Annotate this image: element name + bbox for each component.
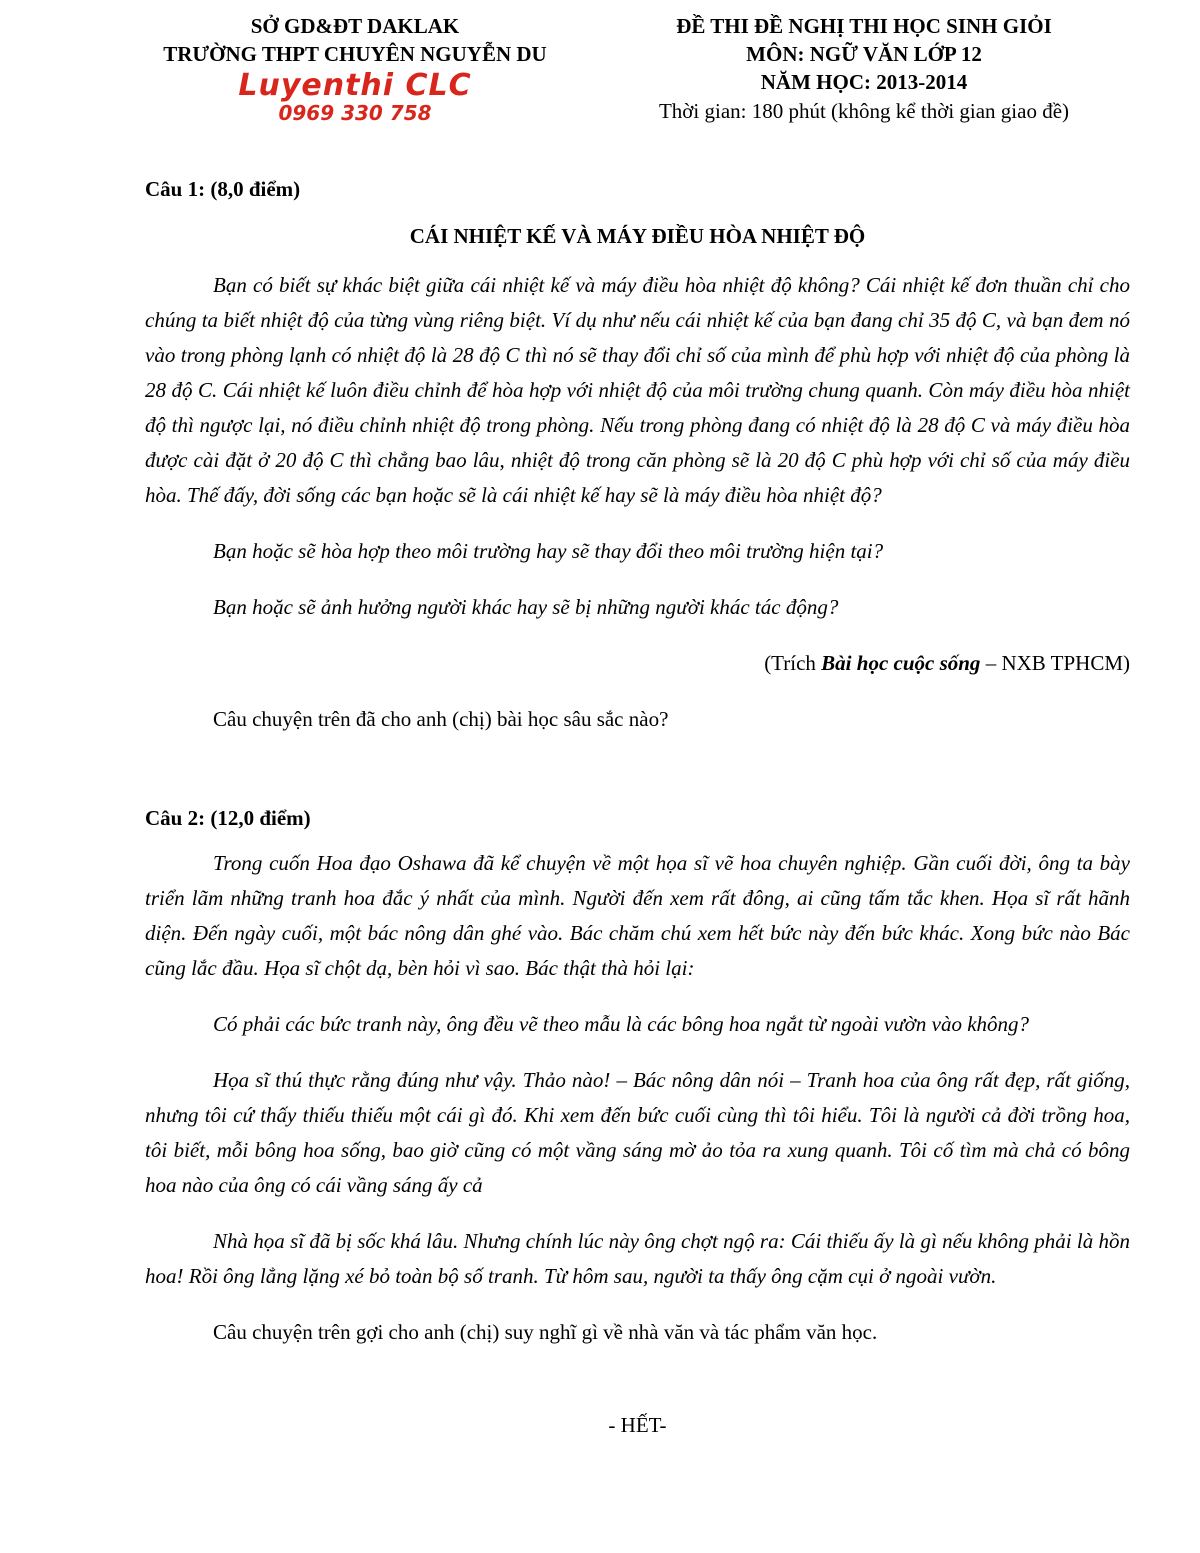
end-marker: - HẾT- [608,1413,667,1437]
document-header [0,12,1200,126]
luyenthi-clc-logo [120,70,590,124]
question-1-heading: Câu 1: (8,0 điểm) [145,177,301,201]
citation-prefix: (Trích [764,651,822,675]
exam-subject-line: MÔN: NGỮ VĂN LỚP 12 [746,42,982,66]
logo-text: Luyenthi CLC [238,68,472,103]
logo-phone-number: 0969 330 758 [278,101,432,125]
citation-suffix: – NXB TPHCM) [980,651,1130,675]
story-paragraph-4: Nhà họa sĩ đã bị sốc khá lâu. Nhưng chính lúc này ông chợt ngộ ra: Cái thiếu ấy là gì nếu không phải là hồn hoa! Rồi ông lẳng lặng xé bỏ toàn bộ số tranh. Từ hôm sau, người ta thấy ông cặm cụi ở ngoài vườn. [145,1229,1130,1288]
question-1-prompt: Câu chuyện trên đã cho anh (chị) bài học sâu sắc nào? [213,707,669,731]
passage-citation [145,646,1130,681]
exam-title-block [590,12,1138,126]
story-paragraph-1: Trong cuốn Hoa đạo Oshawa đã kể chuyện về một họa sĩ vẽ hoa chuyên nghiệp. Gần cuối đời, ông ta bày triển lãm những tranh hoa đắc ý nhất của mình. Người đến xem rất đông, ai cũng tấm tắc khen. Họa sĩ rất hãnh diện. Đến ngày cuối, một bác nông dân ghé vào. Bác chăm chú xem hết bức này đến bức khác. Xong bức nào Bác cũng lắc đầu. Họa sĩ chột dạ, bèn hỏi vì sao. Bác thật thà hỏi lại: [145,851,1130,980]
story-paragraph-2: Có phải các bức tranh này, ông đều vẽ theo mẫu là các bông hoa ngắt từ ngoài vườn vào không? [213,1012,1030,1036]
story-paragraph-3: Họa sĩ thú thực rằng đúng như vậy. Thảo nào! – Bác nông dân nói – Tranh hoa của ông rất đẹp, rất giống, nhưng tôi cứ thấy thiếu thiếu một cái gì đó. Khi xem đến bức cuối cùng thì tôi hiểu. Tôi là người cả đời trồng hoa, tôi biết, mỗi bông hoa sống, bao giờ cũng có một vầng sáng mờ ảo tỏa ra xung quanh. Tôi cố tìm mà chả có bông hoa nào của ông có cái vầng sáng ấy cả [145,1068,1130,1197]
document-body [0,172,1200,1463]
citation-source-title: Bài học cuộc sống [821,651,981,675]
passage-paragraph: Bạn có biết sự khác biệt giữa cái nhiệt kế và máy điều hòa nhiệt độ không? Cái nhiệt kế đơn thuần chỉ cho chúng ta biết nhiệt độ của từng vùng riêng biệt. Ví dụ như nếu cái nhiệt kế của bạn đang chỉ 35 độ C, và bạn đem nó vào trong phòng lạnh có nhiệt độ là 28 độ C thì nó sẽ thay đổi chỉ số của mình để phù hợp với nhiệt độ của phòng là 28 độ C. Cái nhiệt kế luôn điều chỉnh để hòa hợp với nhiệt độ của môi trường chung quanh. Còn máy điều hòa nhiệt độ thì ngược lại, nó điều chỉnh nhiệt độ trong phòng. Nếu trong phòng đang có nhiệt độ là 28 độ C và máy điều hòa được cài đặt ở 20 độ C thì chẳng bao lâu, nhiệt độ trong căn phòng sẽ là 20 độ C phù hợp với chỉ số của máy điều hòa. Thế đấy, đời sống các bạn hoặc sẽ là cái nhiệt kế hay sẽ là máy điều hòa nhiệt độ? [145,273,1130,507]
passage-question-line-1: Bạn hoặc sẽ hòa hợp theo môi trường hay sẽ thay đổi theo môi trường hiện tại? [213,539,884,563]
school-block [120,12,590,124]
exam-title-line1: ĐỀ THI ĐỀ NGHỊ THI HỌC SINH GIỎI [676,14,1052,38]
passage-title: CÁI NHIỆT KẾ VÀ MÁY ĐIỀU HÒA NHIỆT ĐỘ [409,224,866,248]
question-2-prompt: Câu chuyện trên gợi cho anh (chị) suy nghĩ gì về nhà văn và tác phẩm văn học. [213,1320,878,1344]
question-2-section [145,801,1130,1350]
exam-year-line: NĂM HỌC: 2013-2014 [760,70,968,94]
exam-duration-line: Thời gian: 180 phút (không kể thời gian giao đề) [658,99,1070,123]
department-name: SỞ GD&ĐT DAKLAK [250,14,460,38]
question-1-section [145,172,1130,737]
school-name: TRƯỜNG THPT CHUYÊN NGUYỄN DU [163,42,547,66]
passage-question-line-2: Bạn hoặc sẽ ảnh hưởng người khác hay sẽ bị những người khác tác động? [213,595,839,619]
question-2-heading: Câu 2: (12,0 điểm) [145,806,311,830]
